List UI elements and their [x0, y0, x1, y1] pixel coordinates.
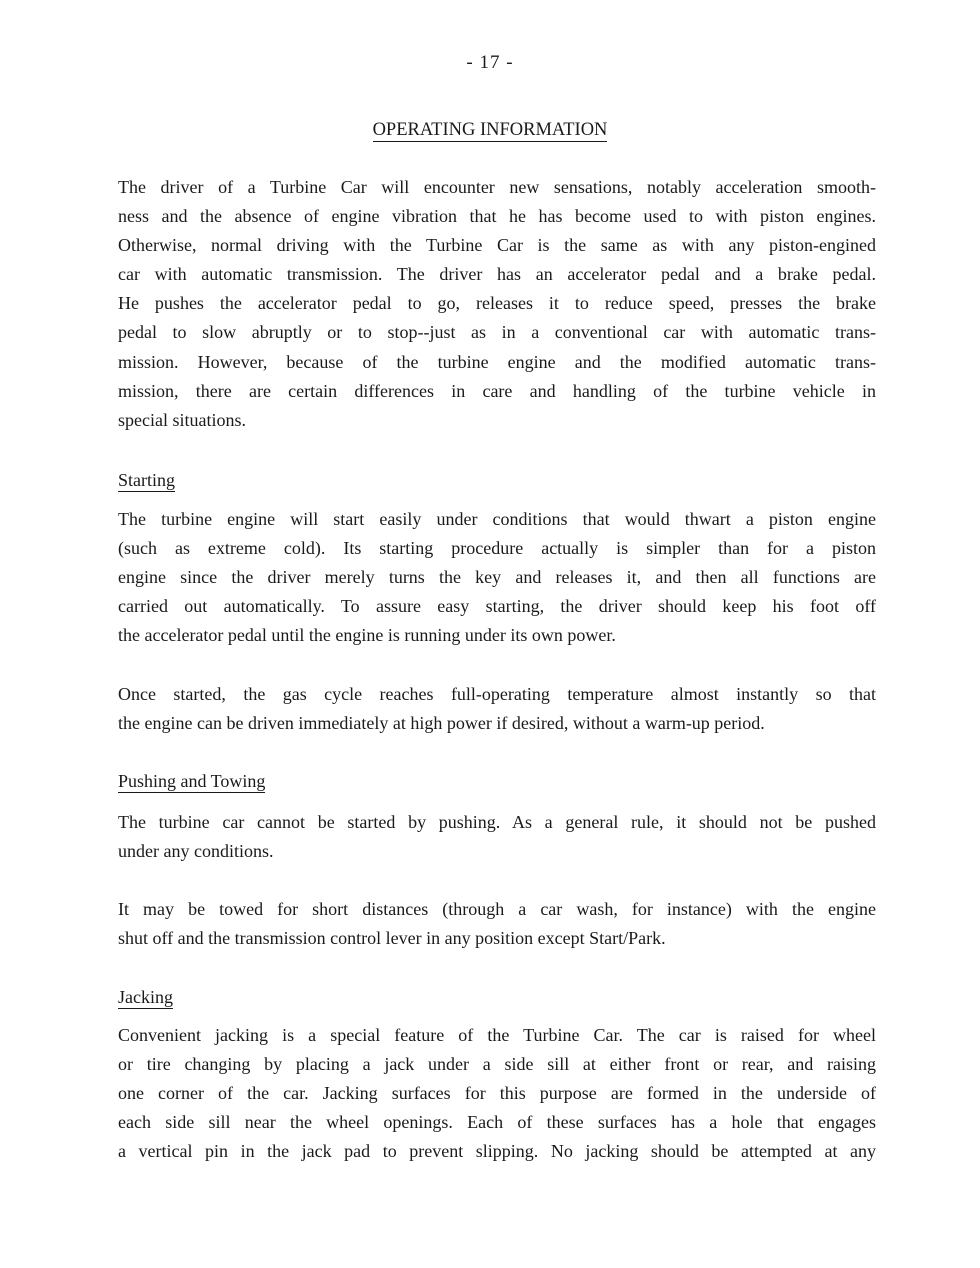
text-line: special situations. — [118, 409, 246, 430]
starting-paragraph-1 — [118, 505, 876, 650]
text-line: ness and the absence of engine vibration that he has become used to with piston engines. — [118, 206, 876, 227]
text-line: one corner of the car. Jacking surfaces for this purpose are formed in the underside of — [118, 1083, 876, 1104]
text-line: car with automatic transmission. The driver has an accelerator pedal and a brake pedal. — [118, 264, 876, 285]
text-line: The driver of a Turbine Car will encounter new sensations, notably acceleration smooth- — [118, 177, 876, 197]
text-line: pedal to slow abruptly or to stop--just as in a conventional car with automatic trans- — [118, 322, 876, 343]
text-line: Convenient jacking is a special feature of the Turbine Car. The car is raised for wheel — [118, 1025, 876, 1045]
jacking-paragraph-1 — [118, 1021, 876, 1166]
text-line: Otherwise, normal driving with the Turbine Car is the same as with any piston-engined — [118, 235, 876, 256]
text-line: the engine can be driven immediately at high power if desired, without a warm-up period. — [118, 713, 765, 734]
pushing-paragraph-1 — [118, 808, 876, 866]
text-line: the accelerator pedal until the engine is running under its own power. — [118, 625, 616, 646]
text-line: carried out automatically. To assure easy starting, the driver should keep his foot off — [118, 596, 876, 617]
text-line: engine since the driver merely turns the key and releases it, and then all functions are — [118, 567, 876, 588]
section-heading-jacking: Jacking — [118, 987, 173, 1007]
page-title — [0, 120, 980, 141]
section-heading-pushing-towing: Pushing and Towing — [118, 771, 266, 791]
intro-paragraph — [118, 173, 876, 435]
text-line: shut off and the transmission control lever in any position except Start/Park. — [118, 928, 666, 949]
text-line: mission. However, because of the turbine engine and the modified automatic trans- — [118, 351, 876, 372]
text-line: Once started, the gas cycle reaches full-operating temperature almost instantly so that — [118, 684, 876, 704]
text-line: The turbine engine will start easily under conditions that would thwart a piston engine — [118, 509, 876, 529]
text-line: each side sill near the wheel openings. Each of these surfaces has a hole that engages — [118, 1112, 876, 1133]
text-line: (such as extreme cold). Its starting procedure actually is simpler than for a piston — [118, 538, 876, 559]
text-line: a vertical pin in the jack pad to prevent slipping. No jacking should be attempted at any — [118, 1141, 876, 1162]
pushing-paragraph-2 — [118, 895, 876, 953]
text-line: It may be towed for short distances (through a car wash, for instance) with the engine — [118, 899, 876, 919]
section-heading-starting: Starting — [118, 470, 175, 490]
text-line: mission, there are certain differences in care and handling of the turbine vehicle in — [118, 380, 876, 401]
page-title-text: OPERATING INFORMATION — [372, 120, 608, 140]
text-line: under any conditions. — [118, 841, 274, 862]
text-line: The turbine car cannot be started by pushing. As a general rule, it should not be pushed — [118, 812, 876, 832]
text-line: He pushes the accelerator pedal to go, releases it to reduce speed, presses the brake — [118, 293, 876, 314]
text-line: or tire changing by placing a jack under a side sill at either front or rear, and raising — [118, 1054, 876, 1075]
starting-paragraph-2 — [118, 680, 876, 738]
page-number: - 17 - — [466, 52, 514, 73]
